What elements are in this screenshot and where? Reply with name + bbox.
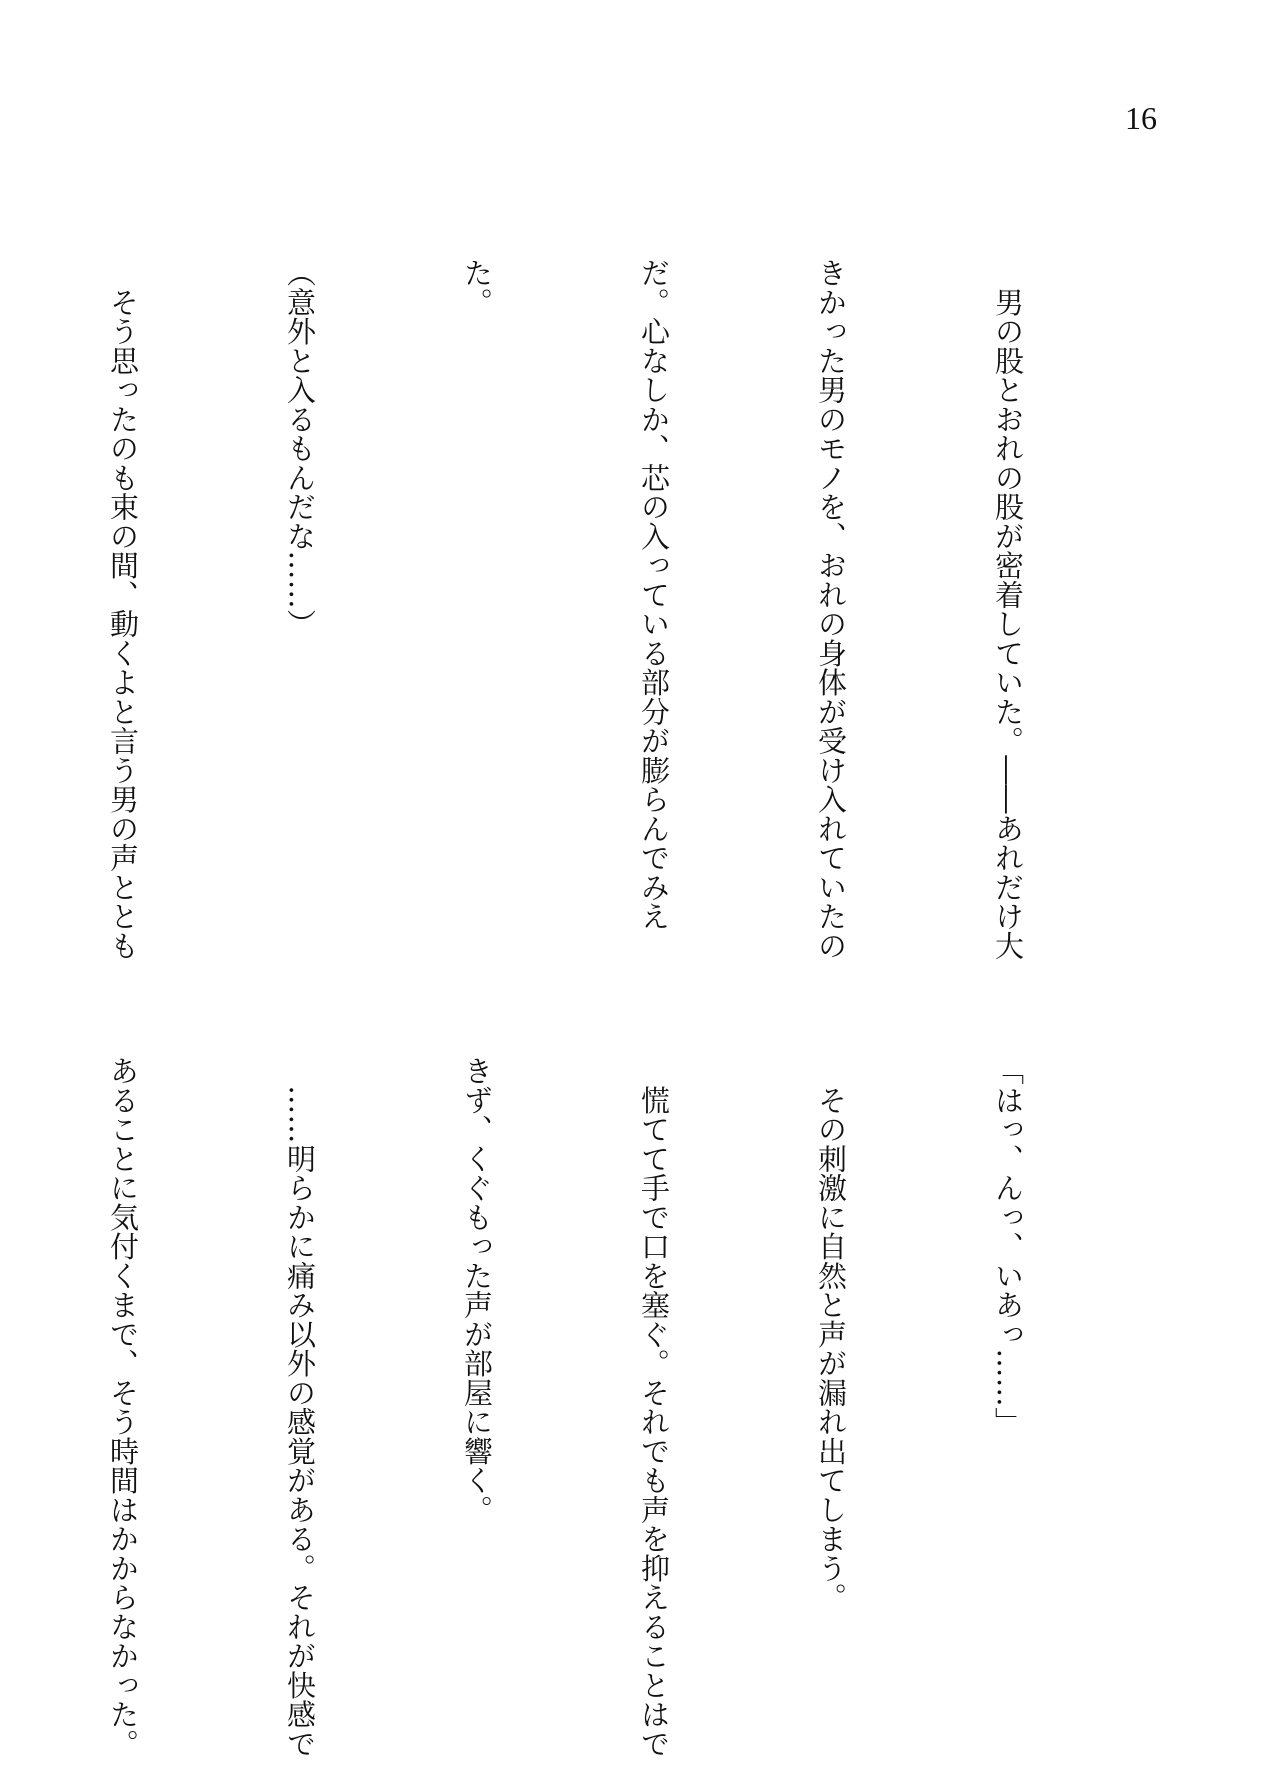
page-number: 16 (1125, 100, 1157, 136)
text-line: 男の股とおれの股が密着していた。――あれだけ大 (991, 258, 1025, 960)
text-line: きず、くぐもった声が部屋に響く。 (460, 1056, 494, 1524)
text-line: そう思ったのも束の間、動くよと言う男の声ととも (106, 258, 140, 960)
text-block-bottom (106, 1056, 1155, 1768)
text-line: その刺激に自然と声が漏れ出てしまう。 (814, 1056, 848, 1612)
text-line: 「はっ、んっ、いあっ……」 (991, 1056, 1025, 1437)
text-block-top (106, 258, 1155, 970)
text-line: だ。心なしか、芯の入っている部分が膨らんでみえ (637, 258, 671, 931)
text-line: （意外と入るもんだな……） (283, 258, 317, 639)
text-line: た。 (460, 258, 494, 317)
text-line: きかった男のモノを、おれの身体が受け入れていたの (814, 258, 848, 960)
text-line: あることに気付くまで、そう時間はかからなかった。 (106, 1056, 140, 1758)
text-line: ……明らかに痛み以外の感覚がある。それが快感で (283, 1056, 317, 1758)
text-line: 慌てて手で口を塞ぐ。それでも声を抑えることはで (637, 1056, 671, 1758)
